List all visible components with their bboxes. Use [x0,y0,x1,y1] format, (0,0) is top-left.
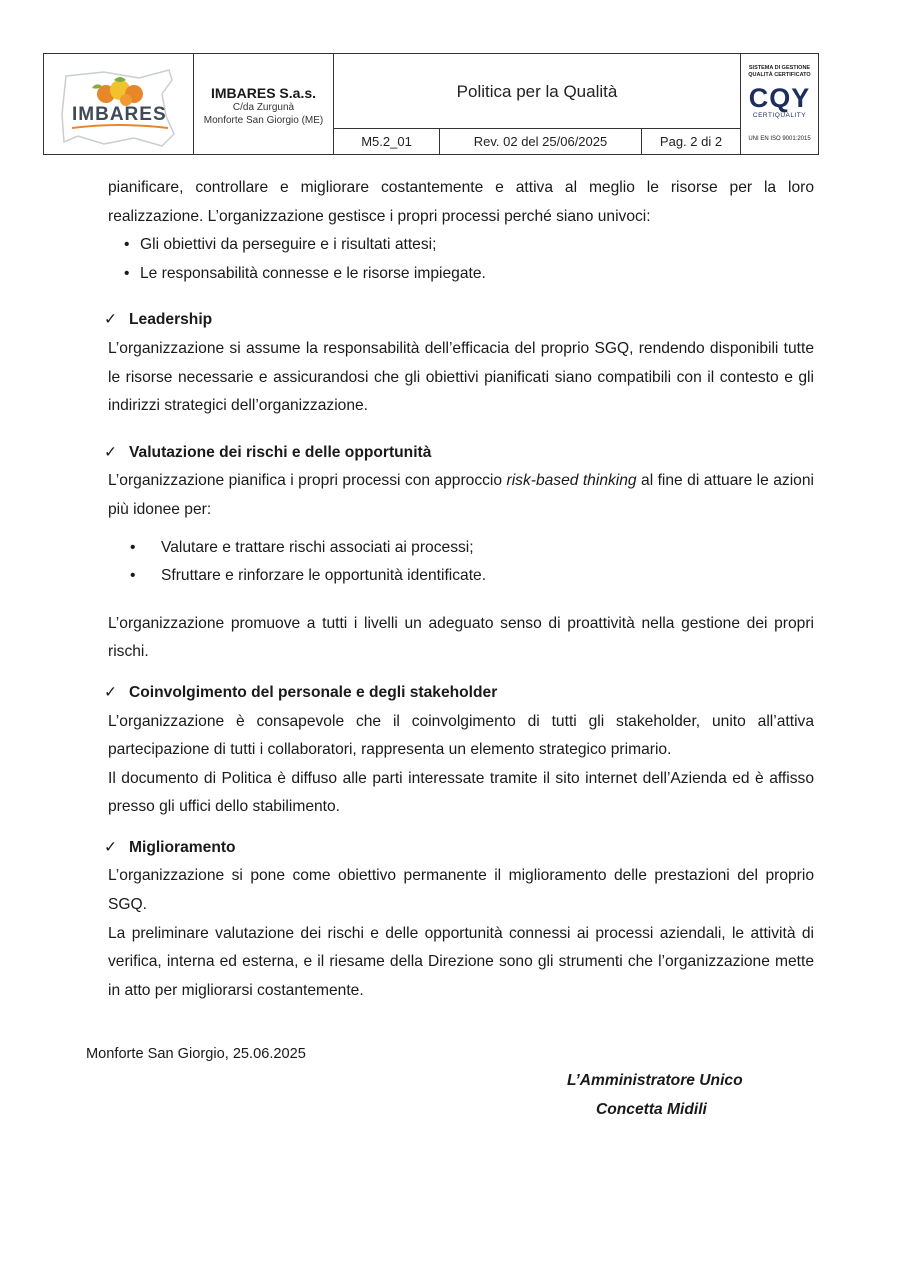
improvement-paragraph-2: La preliminare valutazione dei rischi e delle opportunità connessi ai processi aziendali, le attività di verifica, interna ed esterna, e il riesame della Direzione sono gli strumenti che l’organizzazione mette in atto per migliorarsi costantemente. [108,924,814,999]
intro-paragraph: pianificare, controllare e migliorare costantemente e attiva al meglio le risorse per la loro realizzazione. L’organizzazione gestisce i propri processi perché siano univoci: [108,179,814,225]
company-address-line-1: C/da Zurgunà [232,102,295,113]
risk-paragraph [108,467,814,524]
section-heading-leadership [104,306,814,335]
company-logo [44,54,194,154]
cert-subtitle: CERTIQUALITY [752,112,807,119]
bullet-icon: • [130,567,136,585]
list-item-text: Valutare e trattare rischi associati ai processi; [161,538,474,556]
check-icon: ✓ [104,838,118,856]
page-number: Pag. 2 di 2 [642,129,741,154]
check-icon: ✓ [104,443,118,461]
document-header [43,53,819,155]
risk-text-end: al fine di attuare le azioni più idonee per: [108,472,814,518]
risk-paragraph-2: L’organizzazione promuove a tutti i livelli un adeguato senso di proattività nella gestione dei propri rischi. [108,614,814,661]
section-heading-risk [104,439,814,468]
section-heading-improvement [104,834,814,863]
document-revision: Rev. 02 del 25/06/2025 [440,129,642,154]
improvement-paragraph-1: L’organizzazione si pone come obiettivo permanente il miglioramento delle prestazioni del proprio SGQ. [108,867,814,914]
list-item [108,231,814,260]
section-title: Miglioramento [129,838,236,856]
check-icon: ✓ [104,311,118,329]
list-item [108,562,814,591]
section-title: Leadership [129,311,213,329]
section-title: Valutazione dei rischi e delle opportunità [129,443,432,461]
signer-name: Concetta Midili [596,1101,707,1118]
list-item-text: Gli obiettivi da perseguire e i risultati attesi; [140,236,437,254]
cert-standard: UNI EN ISO 9001:2015 [748,136,811,142]
bullet-icon: • [124,236,130,254]
company-address-line-2: Monforte San Giorgio (ME) [203,115,324,126]
signer-role: L’Amministratore Unico [567,1072,743,1089]
stakeholder-paragraph-2: Il documento di Politica è diffuso alle parti interessate tramite il sito internet dell’Azienda ed è affisso presso gli uffici dello stabilimento. [108,769,814,816]
document-title: Politica per la Qualità [456,82,618,101]
section-heading-stakeholder [104,679,814,708]
document-title-cell [334,54,741,129]
company-name: IMBARES S.a.s. [210,85,317,101]
risk-text-emphasis: risk-based thinking [506,472,637,490]
document-code: M5.2_01 [334,129,440,154]
list-item-text: Sfruttare e rinforzare le opportunità identificate. [161,567,487,585]
section-title: Coinvolgimento del personale e degli stakeholder [129,683,498,701]
list-item [108,260,814,289]
list-item [108,534,814,563]
logo-wordmark: IMBARES [72,104,167,125]
document-body [104,174,814,1005]
certification-badge [741,54,818,154]
leadership-paragraph: L’organizzazione si assume la responsabilità dell’efficacia del proprio SGQ, rendendo disponibili tutte le risorse necessarie e assicurandosi che gli obiettivi pianificati siano compatibili con il contesto e gli indirizzi strategici dell’organizzazione. [108,339,814,415]
list-item-text: Le responsabilità connesse e le risorse impiegate. [140,264,486,282]
stakeholder-paragraph-1: L’organizzazione è consapevole che il coinvolgimento di tutti gli stakeholder, unito all’attiva partecipazione di tutti i collaboratori, rappresenta un elemento strategico primario. [108,712,814,759]
risk-text-start: L’organizzazione pianifica i propri processi con approccio [108,472,507,490]
company-info [194,54,334,154]
cert-top-line-1: SISTEMA DI GESTIONE [748,65,811,71]
cert-top-line-2: QUALITÀ CERTIFICATO [748,71,811,78]
check-icon: ✓ [104,683,118,701]
place-and-date: Monforte San Giorgio, 25.06.2025 [86,1046,306,1062]
bullet-icon: • [130,538,136,556]
cert-mark: CQY [748,83,811,113]
bullet-icon: • [124,264,130,282]
